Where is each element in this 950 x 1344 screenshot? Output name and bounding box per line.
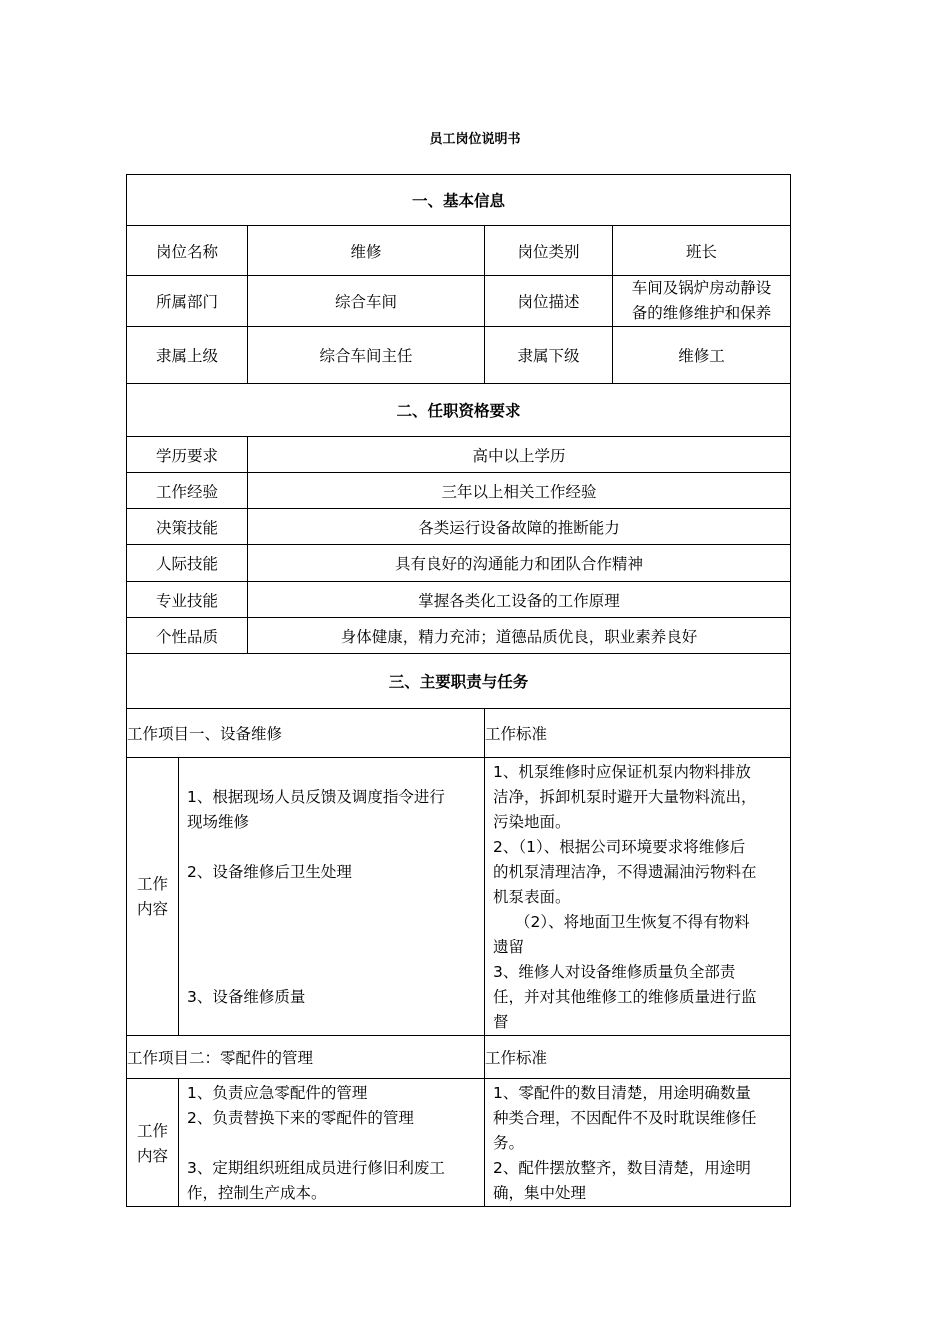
task-line: 1、根据现场人员反馈及调度指令进行 [187, 788, 445, 806]
standard-line: 遗留 [493, 938, 525, 956]
qualification-label: 学历要求 [127, 437, 248, 473]
standard-line: 务。 [493, 1134, 525, 1152]
task-line: 3、设备维修质量 [187, 988, 306, 1006]
work-item-2-content-label [127, 1079, 179, 1207]
table-row [127, 1036, 791, 1079]
value-superior: 综合车间主任 [248, 327, 485, 384]
label-position-description: 岗位描述 [485, 276, 613, 327]
label-department: 所属部门 [127, 276, 248, 327]
qualification-label: 专业技能 [127, 582, 248, 618]
table-row [127, 226, 791, 276]
job-description-table [126, 174, 791, 1207]
label-position-category: 岗位类别 [485, 226, 613, 276]
label-superior: 隶属上级 [127, 327, 248, 384]
value-position-description [613, 276, 791, 327]
work-item-2-tasks [179, 1079, 485, 1207]
table-row [127, 327, 791, 384]
standard-line: 1、零配件的数目清楚，用途明确数量 [493, 1084, 751, 1102]
value-position-category: 班长 [613, 226, 791, 276]
qualification-value: 具有良好的沟通能力和团队合作精神 [248, 545, 791, 582]
work-item-1-title: 工作项目一、设备维修 [127, 709, 485, 758]
standard-line: 确，集中处理 [493, 1184, 587, 1202]
standard-line: 洁净，拆卸机泵时避开大量物料流出， [493, 788, 757, 806]
work-item-1-standards [485, 758, 791, 1036]
qualification-value: 身体健康，精力充沛；道德品质优良，职业素养良好 [248, 618, 791, 654]
work-item-2-title: 工作项目二：零配件的管理 [127, 1036, 485, 1079]
standard-line: 3、维修人对设备维修质量负全部责 [493, 963, 736, 981]
value-department: 综合车间 [248, 276, 485, 327]
task-line: 3、定期组织班组成员进行修旧利废工 [187, 1159, 445, 1177]
document-title: 员工岗位说明书 [429, 132, 521, 147]
table-row [127, 473, 791, 509]
table-row [127, 545, 791, 582]
label-position-name: 岗位名称 [127, 226, 248, 276]
standard-line: 1、机泵维修时应保证机泵内物料排放 [493, 763, 751, 781]
table-row [127, 1079, 791, 1207]
work-item-2-standards [485, 1079, 791, 1207]
work-item-1-standard-header: 工作标准 [485, 709, 791, 758]
work-item-2-standard-header: 工作标准 [485, 1036, 791, 1079]
task-line: 作，控制生产成本。 [187, 1184, 327, 1202]
qualification-label: 决策技能 [127, 509, 248, 545]
task-line: 1、负责应急零配件的管理 [187, 1084, 368, 1102]
standard-line: 的机泵清理洁净，不得遗漏油污物料在 [493, 863, 757, 881]
section-heading-duties: 三、主要职责与任务 [127, 654, 791, 709]
qualification-label: 个性品质 [127, 618, 248, 654]
table-row [127, 582, 791, 618]
qualification-label: 人际技能 [127, 545, 248, 582]
standard-line: 机泵表面。 [493, 888, 571, 906]
qualification-label: 工作经验 [127, 473, 248, 509]
table-row [127, 276, 791, 327]
side-label-line: 工作 [136, 1121, 168, 1140]
side-label-line: 工作 [136, 874, 168, 893]
value-position-name: 维修 [248, 226, 485, 276]
standard-line: 种类合理，不因配件不及时耽误维修任 [493, 1109, 757, 1127]
table-row [127, 618, 791, 654]
table-row [127, 709, 791, 758]
qualification-value: 高中以上学历 [248, 437, 791, 473]
label-subordinate: 隶属下级 [485, 327, 613, 384]
table-row [127, 509, 791, 545]
side-label-line: 内容 [136, 1146, 168, 1165]
description-line: 备的维修维护和保养 [631, 304, 772, 322]
work-item-1-content-label [127, 758, 179, 1036]
standard-line: 污染地面。 [493, 813, 571, 831]
task-line: 2、负责替换下来的零配件的管理 [187, 1109, 414, 1127]
value-subordinate: 维修工 [613, 327, 791, 384]
description-line: 车间及锅炉房动静设 [631, 279, 772, 297]
table-row [127, 758, 791, 1036]
section-heading-qualifications: 二、任职资格要求 [127, 384, 791, 437]
qualification-value: 各类运行设备故障的推断能力 [248, 509, 791, 545]
qualification-value: 掌握各类化工设备的工作原理 [248, 582, 791, 618]
standard-line: 2、（1）、根据公司环境要求将维修后 [493, 838, 746, 856]
table-row [127, 437, 791, 473]
work-item-1-tasks [179, 758, 485, 1036]
section-heading-basic-info: 一、基本信息 [127, 175, 791, 226]
standard-line: 督 [493, 1013, 509, 1031]
qualification-value: 三年以上相关工作经验 [248, 473, 791, 509]
standard-line: （2）、将地面卫生恢复不得有物料 [515, 913, 750, 931]
task-line: 2、设备维修后卫生处理 [187, 863, 352, 881]
side-label-line: 内容 [136, 899, 168, 918]
standard-line: 任，并对其他维修工的维修质量进行监 [493, 988, 757, 1006]
task-line: 现场维修 [187, 813, 250, 831]
standard-line: 2、配件摆放整齐，数目清楚，用途明 [493, 1159, 751, 1177]
